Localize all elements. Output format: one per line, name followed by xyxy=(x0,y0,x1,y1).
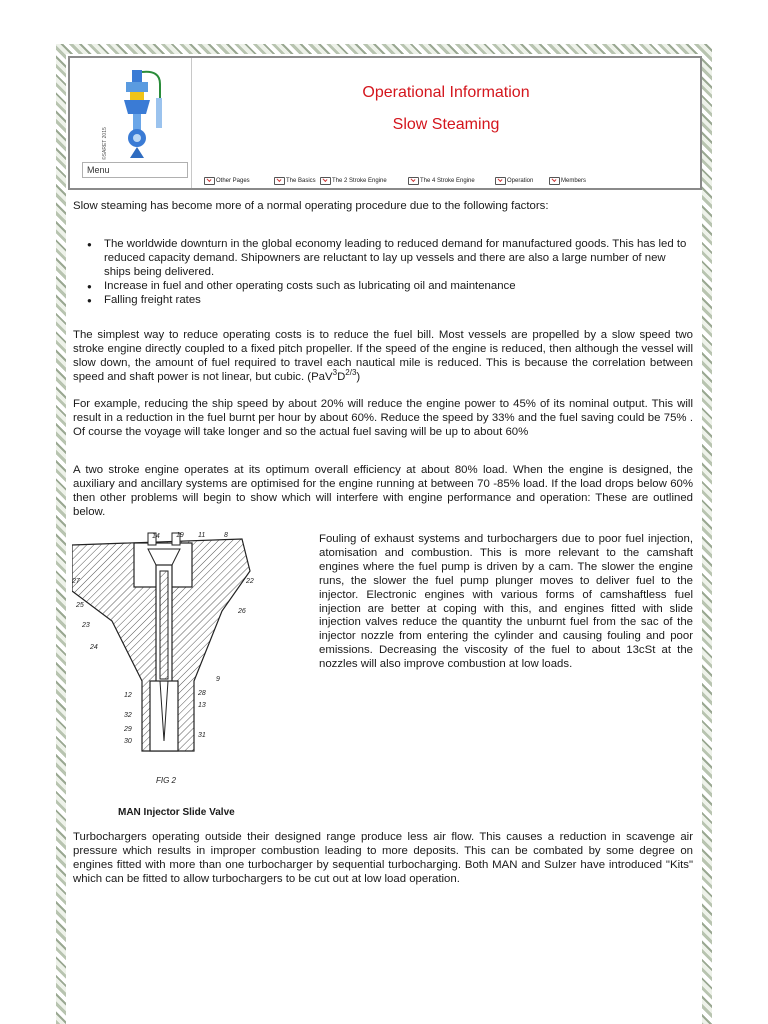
chevron-down-icon xyxy=(549,177,560,185)
list-item: ● Increase in fuel and other operating costs such as lubricating oil and maintenance xyxy=(73,280,693,294)
nav-item-4-stroke[interactable]: The 4 Stroke Engine xyxy=(408,177,475,185)
nav-item-operation[interactable]: Operation xyxy=(495,177,533,185)
figure-number: 23 xyxy=(82,622,90,629)
paragraph-turbochargers: Turbochargers operating outside their designed range produce less air flow. This causes a reduction in scavenge air pressure which results in improper combustion leading to more deposits. This can be combated by some degree on engines fitted with more than one turbocharger by sequential turbocharging. Both MAN and Sulzer have introduced "Kits" which can be fitted to allow turbochargers to be cut out at low load operation. xyxy=(73,831,693,885)
figure-number: 25 xyxy=(76,602,84,609)
figure-number: 19 xyxy=(176,532,184,539)
list-item: ● Falling freight rates xyxy=(73,294,693,308)
paragraph-fuel-bill: The simplest way to reduce operating costs is to reduce the fuel bill. Most vessels are propelled by a slow speed two stroke engine directly coupled to a fixed pitch propeller. If the speed of the engine is reduced, then although the vessel will slow down, the amount of fuel required to travel each nautical mile is reduced. This is because the correlation between speed and shaft power is not linear, but cubic. $(PaV^3D^{2/3})$ xyxy=(73,329,693,383)
figure-number: 32 xyxy=(124,712,132,719)
figure-number: 24 xyxy=(90,644,98,651)
logo-caption: ©SARET 2015 xyxy=(102,127,108,160)
chevron-down-icon xyxy=(320,177,331,185)
figure-number: 9 xyxy=(216,676,220,683)
nav-bar xyxy=(204,177,704,187)
figure-number: 22 xyxy=(246,578,254,585)
figure-number: 30 xyxy=(124,738,132,745)
page-subtitle: Slow Steaming xyxy=(392,116,500,133)
figure-number: 8 xyxy=(224,532,228,539)
chevron-down-icon xyxy=(274,177,285,185)
figure-number: 28 xyxy=(198,690,206,697)
figure-number: 11 xyxy=(198,532,206,539)
header xyxy=(68,56,702,190)
page-title: Operational Information xyxy=(362,84,530,101)
menu-dropdown[interactable]: Menu xyxy=(82,162,188,178)
engine-logo-image[interactable] xyxy=(100,62,170,162)
figure-caption: MAN Injector Slide Valve xyxy=(118,807,235,818)
figure-number: 27 xyxy=(72,578,80,585)
paragraph-speed-example: For example, reducing the ship speed by about 20% will reduce the engine power to 45% of its nominal output. This will result in a reduction in the fuel burnt per hour by about 60%. Reduce the speed by 33% and the fuel saving could be 75% . Of course the voyage will take longer and so the actual fuel saving will be up to about 60% xyxy=(73,398,693,438)
figure-number: 31 xyxy=(198,732,206,739)
paragraph-fouling: Fouling of exhaust systems and turbochargers due to poor fuel injection, atomisation and combustion. This is more relevant to the camshaft engines where the fuel pump is driven by a cam. The slower the engine runs, the slower the fuel pump plunger moves to deliver fuel to the injector. Electronic engines with various forms of camshaftless fuel injection are better at coping with this, and engines fitted with slide injection valves reduce the quantity the unburnt fuel from the sac of the injector nozzle from entering the cylinder and causing fouling and poor emissions. Decreasing the viscosity of the fuel to about 13cSt at the nozzles will also improve combustion at low loads. xyxy=(319,533,693,671)
paragraph-two-stroke: A two stroke engine operates at its optimum overall efficiency at about 80% load. When the engine is designed, the auxiliary and ancillary systems are optimised for the engine running at between 70 -85% load. If the load drops below 60% then other problems will begin to show which will interfere with engine performance and operation: These are outlined below. xyxy=(73,464,693,518)
factor-list xyxy=(73,238,693,308)
nav-item-members[interactable]: Members xyxy=(549,177,586,185)
figure-number: 26 xyxy=(238,608,246,615)
figure-number: 12 xyxy=(124,692,132,699)
chevron-down-icon xyxy=(204,177,215,185)
chevron-down-icon xyxy=(408,177,419,185)
figure-number: 29 xyxy=(124,726,132,733)
injector-diagram xyxy=(72,531,258,791)
list-item: ● The worldwide downturn in the global economy leading to reduced demand for manufactured goods. This has led to reduced capacity demand. Shipowners are reluctant to lay up vessels and there are also a large number of new ships being delivered. xyxy=(73,238,693,280)
nav-item-other-pages[interactable]: Other Pages xyxy=(204,177,250,185)
nav-item-2-stroke[interactable]: The 2 Stroke Engine xyxy=(320,177,387,185)
figure-label: FIG 2 xyxy=(156,776,177,785)
figure-number: 14 xyxy=(152,533,160,540)
figure-number: 13 xyxy=(198,702,206,709)
chevron-down-icon xyxy=(495,177,506,185)
intro-text: Slow steaming has become more of a normal operating procedure due to the following factors: xyxy=(73,200,549,212)
page xyxy=(66,54,702,1024)
nav-item-the-basics[interactable]: The Basics xyxy=(274,177,316,185)
